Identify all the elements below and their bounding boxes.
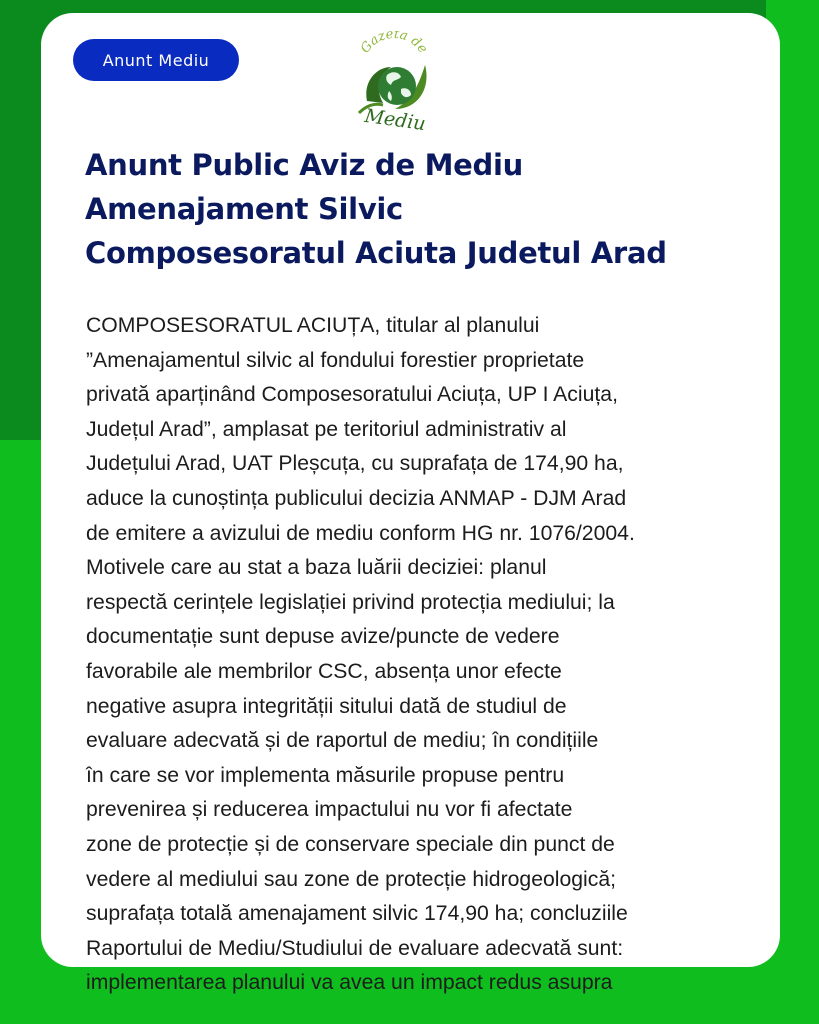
body-line: ”Amenajamentul silvic al fondului forestier proprietate: [86, 348, 585, 372]
announcement-card: [41, 13, 780, 995]
category-badge[interactable]: [73, 39, 239, 81]
title-line: Amenajament Silvic: [85, 192, 403, 226]
title-line: Anunt Public Aviz de Mediu: [85, 148, 523, 182]
gazeta-de-mediu-logo: [353, 31, 435, 131]
body-line: în care se vor implementa măsurile propuse pentru: [86, 763, 565, 787]
body-line: de emitere a avizului de mediu conform HG nr. 1076/2004.: [86, 521, 635, 545]
body-line: aduce la cunoștința publicului decizia ANMAP - DJM Arad: [86, 486, 627, 510]
announcement-body: [86, 309, 766, 1001]
body-line: favorabile ale membrilor CSC, absența unor efecte: [86, 659, 562, 683]
globe-leaf-icon: [353, 31, 435, 131]
body-line: Motivele care au stat a baza luării deciziei: planul: [86, 556, 547, 580]
body-line: Raportului de Mediu/Studiului de evaluare adecvată sunt:: [86, 936, 624, 960]
category-badge-label: Anunt Mediu: [102, 50, 210, 70]
body-line: Județul Arad”, amplasat pe teritoriul administrativ al: [86, 417, 567, 441]
body-line: COMPOSESORATUL ACIUȚA, titular al planului: [86, 314, 540, 337]
body-line: prevenirea și reducerea impactului nu vor fi afectate: [86, 798, 573, 822]
body-line: negative asupra integrității sitului dată de studiul de: [86, 694, 567, 718]
body-line: implementarea planului va avea un impact redus asupra: [86, 971, 613, 995]
svg-text:Gazeta de: Gazeta de: [357, 31, 431, 57]
body-line: Județului Arad, UAT Pleșcuța, cu suprafața de 174,90 ha,: [86, 452, 624, 476]
body-line: privată aparținând Composesoratului Aciuța, UP I Aciuța,: [86, 383, 618, 407]
body-line: suprafața totală amenajament silvic 174,90 ha; concluziile: [86, 902, 628, 926]
page-title: [85, 143, 765, 275]
body-line: evaluare adecvată și de raportul de mediu; în condițiile: [86, 729, 599, 753]
title-line: Composesoratul Aciuta Judetul Arad: [85, 236, 667, 270]
body-line: documentație sunt depuse avize/puncte de vedere: [86, 625, 560, 649]
svg-text:Mediu: Mediu: [363, 104, 427, 131]
body-line: zone de protecție și de conservare speciale din punct de: [86, 832, 615, 856]
body-line: respectă cerințele legislației privind protecția mediului; la: [86, 590, 615, 614]
body-line: vedere al mediului sau zone de protecție hidrogeologică;: [86, 867, 617, 891]
